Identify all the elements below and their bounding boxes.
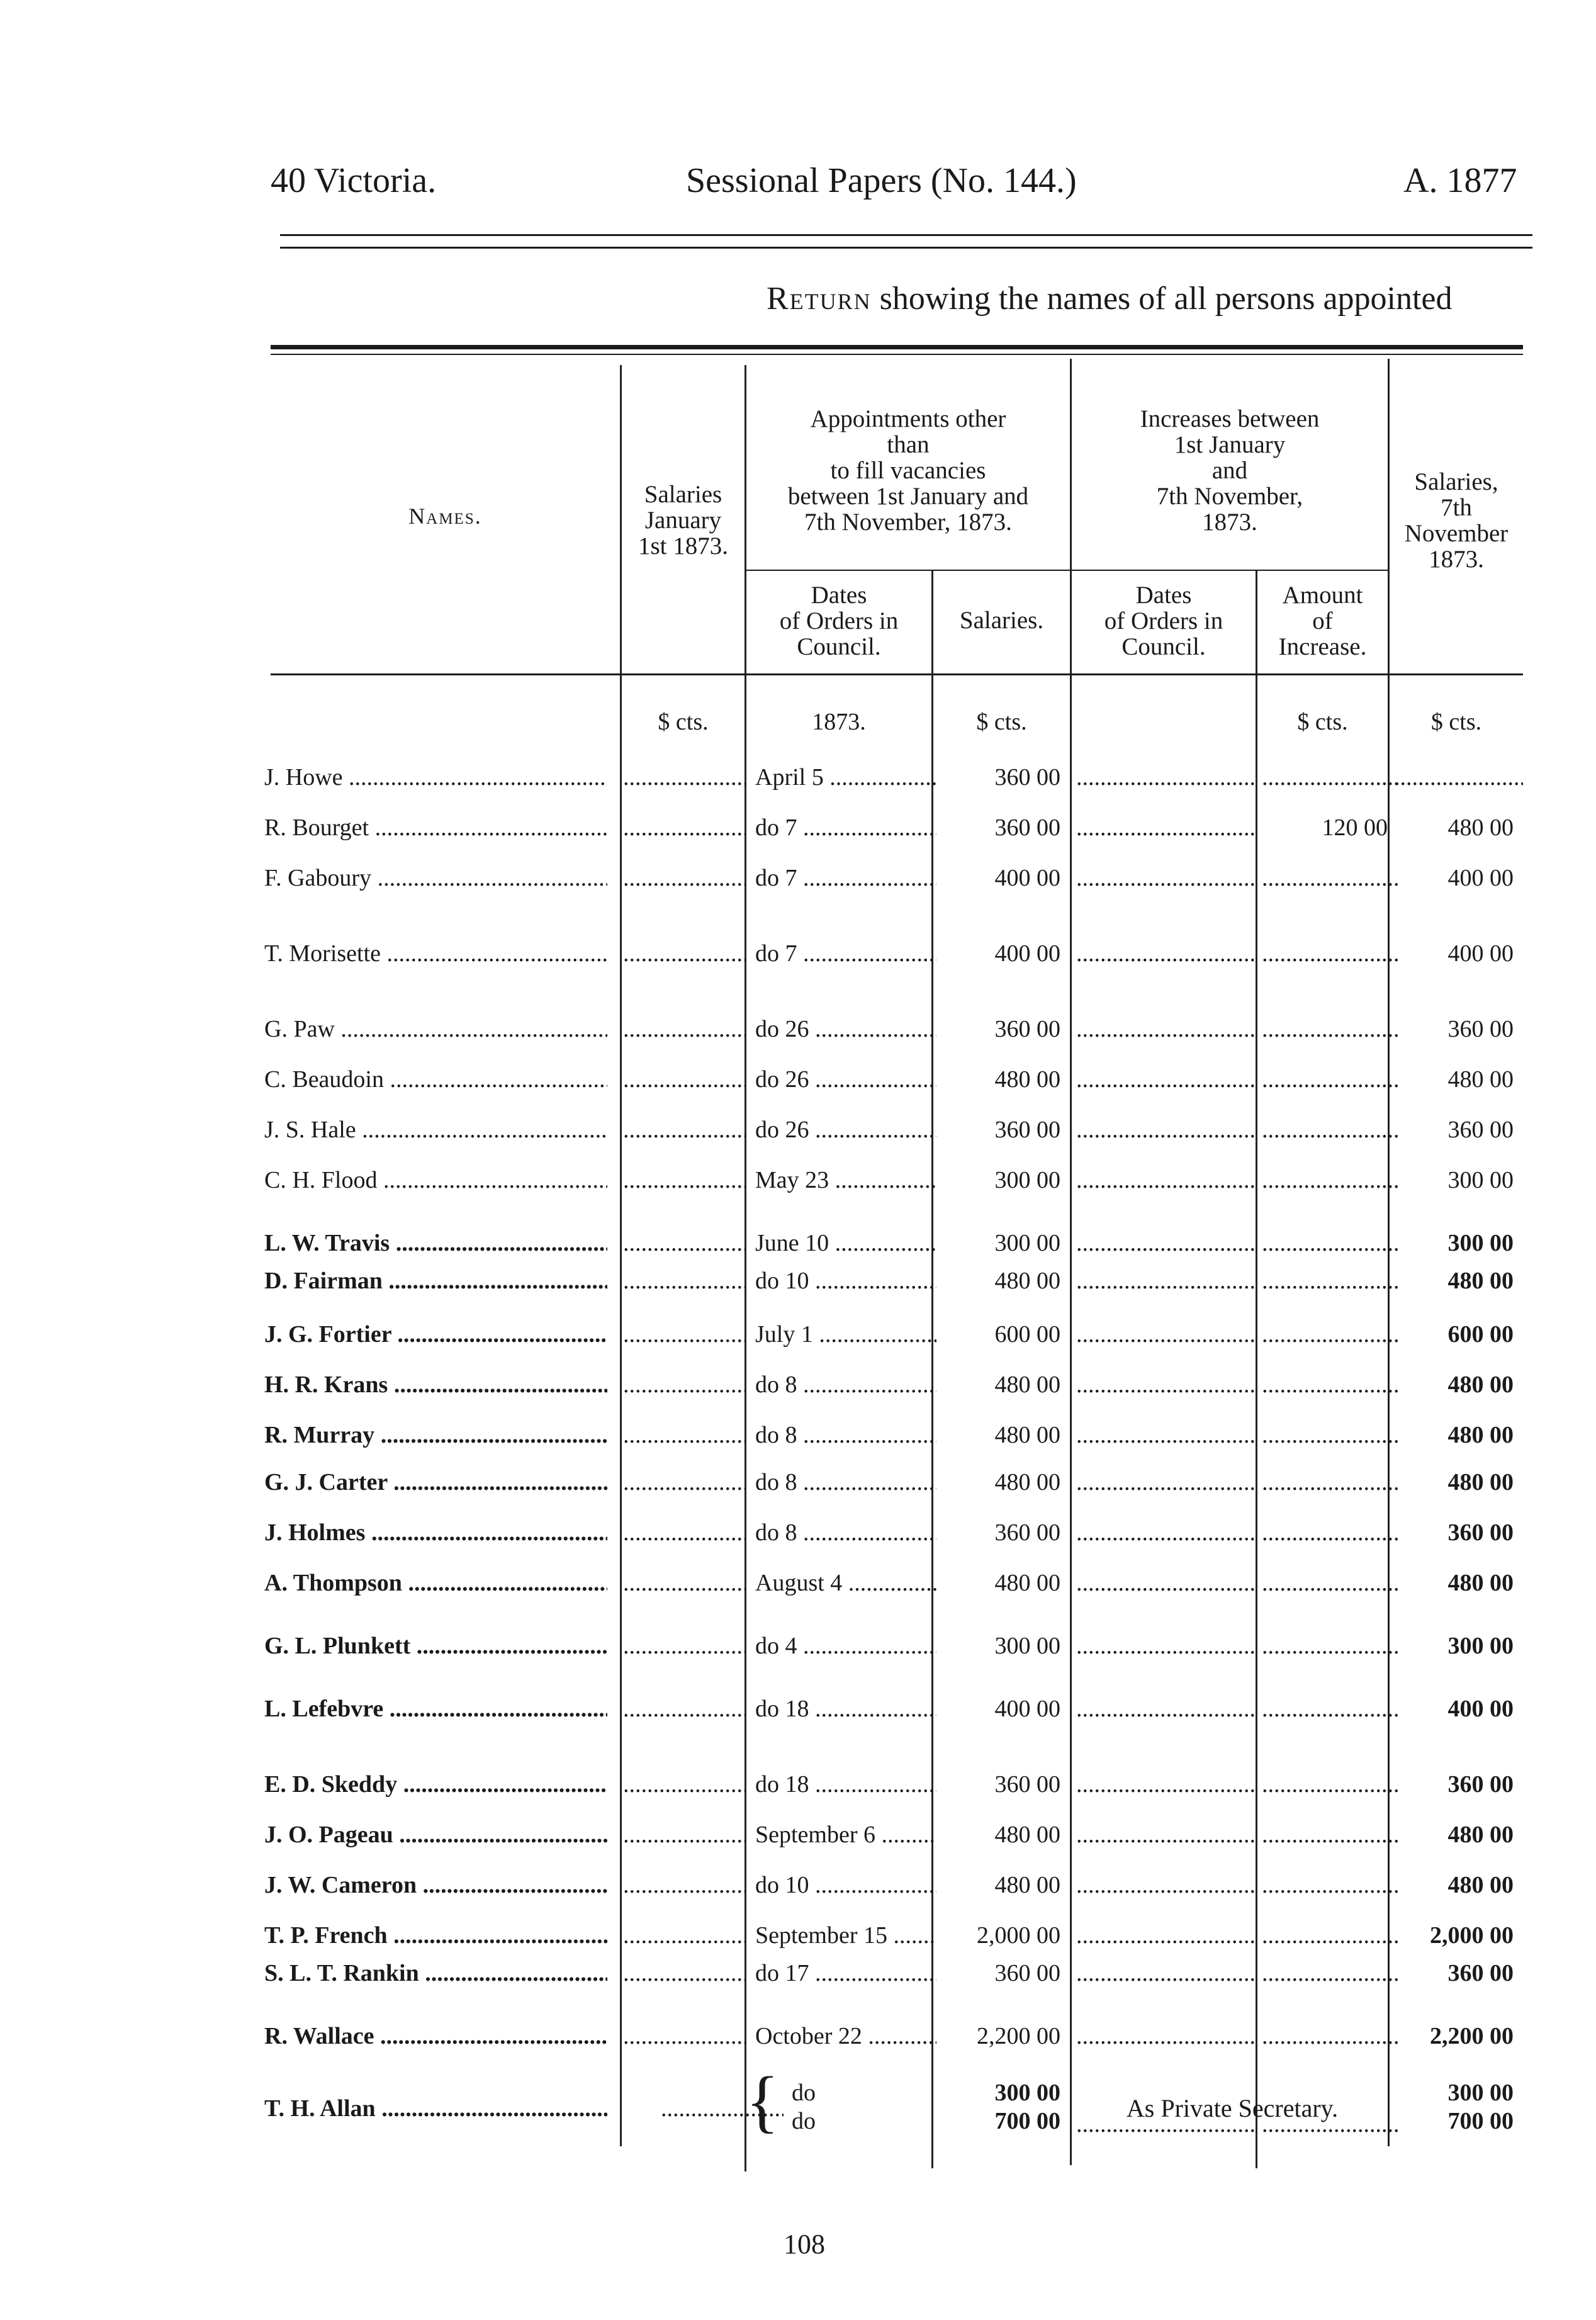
inc-amount-cell bbox=[1262, 1369, 1400, 1400]
appt-date-cell: do 18 ..... bbox=[748, 1693, 936, 1725]
header-sessional-papers: Sessional Papers (No. 144.) bbox=[686, 161, 1077, 200]
salary-jan-cell bbox=[623, 762, 746, 793]
appt-date-cell: do 7 ..... bbox=[748, 862, 936, 894]
salary-nov-cell: 360 00 bbox=[1447, 1117, 1514, 1143]
table-row bbox=[0, 1517, 1596, 1548]
salary-nov-cell: 360 00 bbox=[1447, 1771, 1514, 1798]
appt-date-cell: do 10 ..... bbox=[748, 1869, 936, 1901]
unit-sal: $ cts. bbox=[976, 709, 1027, 735]
table-row bbox=[0, 2020, 1596, 2052]
unit-jan: $ cts. bbox=[658, 709, 709, 735]
appt-date-cell: April 5 ..... bbox=[748, 762, 936, 793]
salary-jan-cell bbox=[623, 1567, 746, 1599]
appt-date-cell: May 23 ..... bbox=[748, 1164, 936, 1196]
inc-date-cell bbox=[1076, 1769, 1256, 1800]
column-header-appt-dates: Dates of Orders in Council. bbox=[779, 582, 899, 660]
table-row bbox=[0, 938, 1596, 969]
inc-amount-cell bbox=[1262, 938, 1400, 969]
salary-jan-cell bbox=[623, 1517, 746, 1548]
header-rule-bottom bbox=[280, 247, 1532, 249]
table-row bbox=[0, 1769, 1596, 1800]
table-row bbox=[0, 1819, 1596, 1850]
page-header bbox=[0, 160, 1596, 211]
inc-date-cell bbox=[1076, 1419, 1256, 1451]
appt-salary-cell: 480 00 bbox=[994, 1469, 1060, 1495]
salary-jan-cell bbox=[623, 1114, 746, 1146]
appt-date-cell: do 26 ..... bbox=[748, 1064, 936, 1095]
name-cell: G. L. Plunkett ..... bbox=[264, 1630, 607, 1662]
appt-salary-cell: 360 00 bbox=[994, 1016, 1060, 1042]
appt-date-cell: do 18 ..... bbox=[748, 1769, 936, 1800]
salary-nov-cell: 480 00 bbox=[1447, 1371, 1514, 1398]
brace-mark: { bbox=[746, 2063, 779, 2139]
inc-amount-cell: 120 00 bbox=[1322, 814, 1388, 841]
appt-date-cell-1: do bbox=[792, 2080, 816, 2106]
unit-amt: $ cts. bbox=[1297, 709, 1348, 735]
name-cell: T. Morisette ..... bbox=[264, 938, 607, 969]
inc-amount-cell bbox=[1262, 1630, 1400, 1662]
inc-amount-cell bbox=[1262, 1265, 1400, 1297]
table-row bbox=[0, 1164, 1596, 1196]
table-row bbox=[0, 1265, 1596, 1297]
salary-nov-cell: 480 00 bbox=[1447, 1872, 1514, 1898]
salary-nov-cell: 2,200 00 bbox=[1430, 2023, 1514, 2049]
appt-salary-cell: 480 00 bbox=[994, 1872, 1060, 1898]
header-rule-top bbox=[280, 234, 1532, 236]
inc-date-cell bbox=[1076, 862, 1256, 894]
appt-date-cell: do 8 ..... bbox=[748, 1467, 936, 1498]
appt-date-cell: do 26 ..... bbox=[748, 1114, 936, 1146]
column-header-inc-dates: Dates of Orders in Council. bbox=[1104, 582, 1223, 660]
name-cell: J. Holmes ..... bbox=[264, 1517, 607, 1548]
salary-jan-cell bbox=[623, 1064, 746, 1095]
salary-jan-cell bbox=[623, 812, 746, 843]
table-row bbox=[0, 862, 1596, 894]
salary-jan-cell bbox=[623, 1957, 746, 1989]
appt-date-cell-2: do bbox=[792, 2108, 816, 2134]
table-row bbox=[0, 1567, 1596, 1599]
inc-date-cell bbox=[1076, 2109, 1256, 2140]
name-cell: C. H. Flood ..... bbox=[264, 1164, 607, 1196]
appt-salary-cell: 400 00 bbox=[994, 1696, 1060, 1722]
name-cell: J. S. Hale ..... bbox=[264, 1114, 607, 1146]
table-row bbox=[0, 1064, 1596, 1095]
salary-nov-cell: 480 00 bbox=[1447, 1268, 1514, 1294]
salary-nov-cell-1: 300 00 bbox=[1447, 2080, 1514, 2106]
salary-jan-cell bbox=[623, 1693, 746, 1725]
table-row bbox=[0, 1227, 1596, 1259]
table-row bbox=[0, 1013, 1596, 1045]
salary-jan-cell bbox=[623, 1920, 746, 1951]
salary-nov-cell bbox=[1394, 762, 1523, 793]
inc-amount-cell bbox=[1262, 1467, 1400, 1498]
salary-nov-cell: 480 00 bbox=[1447, 1422, 1514, 1448]
table-row bbox=[0, 1369, 1596, 1400]
inc-date-cell bbox=[1076, 1920, 1256, 1951]
name-cell: L. W. Travis ..... bbox=[264, 1227, 607, 1259]
name-cell: E. D. Skeddy ..... bbox=[264, 1769, 607, 1800]
salary-nov-cell: 300 00 bbox=[1447, 1230, 1514, 1256]
name-cell: J. O. Pageau ..... bbox=[264, 1819, 607, 1850]
inc-amount-cell bbox=[1262, 1227, 1400, 1259]
salary-nov-cell: 360 00 bbox=[1447, 1519, 1514, 1546]
salary-jan-cell bbox=[623, 938, 746, 969]
column-header-salaries-jan: Salaries January 1st 1873. bbox=[638, 481, 728, 560]
inc-date-cell bbox=[1076, 1319, 1256, 1350]
salary-jan-cell bbox=[623, 1227, 746, 1259]
name-cell: R. Murray ..... bbox=[264, 1419, 607, 1451]
header-session: 40 Victoria. bbox=[271, 161, 437, 200]
salary-nov-cell: 400 00 bbox=[1447, 865, 1514, 891]
salary-jan-cell bbox=[623, 1819, 746, 1850]
salary-jan-cell bbox=[623, 2020, 746, 2052]
inc-date-cell bbox=[1076, 1517, 1256, 1548]
appt-date-cell: do 26 ..... bbox=[748, 1013, 936, 1045]
name-cell: A. Thompson ..... bbox=[264, 1567, 607, 1599]
inc-date-cell bbox=[1076, 1369, 1256, 1400]
table-top-rule-thin bbox=[271, 354, 1523, 355]
table-row bbox=[0, 1869, 1596, 1901]
appt-date-cell: do 8 ..... bbox=[748, 1369, 936, 1400]
appt-salary-cell: 2,200 00 bbox=[977, 2023, 1060, 2049]
salary-nov-cell: 360 00 bbox=[1447, 1960, 1514, 1986]
appt-salary-cell: 360 00 bbox=[994, 1519, 1060, 1546]
appt-salary-cell: 360 00 bbox=[994, 814, 1060, 841]
salary-jan-cell bbox=[623, 1013, 746, 1045]
inc-amount-cell bbox=[1262, 1164, 1400, 1196]
name-cell: J. G. Fortier ..... bbox=[264, 1319, 607, 1350]
name-cell: L. Lefebvre ..... bbox=[264, 1693, 607, 1725]
inc-amount-cell bbox=[1262, 2109, 1400, 2140]
inc-date-cell bbox=[1076, 1467, 1256, 1498]
salary-jan-cell bbox=[623, 1769, 746, 1800]
return-title-rest: showing the names of all persons appointed bbox=[879, 281, 1453, 317]
appt-salary-cell: 360 00 bbox=[994, 1960, 1060, 1986]
appt-salary-cell: 360 00 bbox=[994, 764, 1060, 791]
name-cell: C. Beaudoin ..... bbox=[264, 1064, 607, 1095]
appt-salary-cell: 300 00 bbox=[994, 1167, 1060, 1193]
appt-date-cell: July 1 ..... bbox=[748, 1319, 936, 1350]
appt-date-cell: October 22 ..... bbox=[748, 2020, 936, 2052]
table-top-rule-thick bbox=[271, 345, 1523, 349]
appt-date-cell: do 7 ..... bbox=[748, 938, 936, 969]
inc-amount-cell bbox=[1262, 1064, 1400, 1095]
appt-salary-cell-1: 300 00 bbox=[994, 2080, 1060, 2106]
increase-note: As Private Secretary. bbox=[1126, 2094, 1339, 2122]
table-row bbox=[0, 1630, 1596, 1662]
inc-date-cell bbox=[1076, 1567, 1256, 1599]
table-row bbox=[0, 1957, 1596, 1989]
inc-amount-cell bbox=[1262, 1920, 1400, 1951]
inc-date-cell bbox=[1076, 1013, 1256, 1045]
inc-amount-cell bbox=[1262, 762, 1400, 793]
name-cell: R. Wallace ..... bbox=[264, 2020, 607, 2052]
name-cell: G. Paw ..... bbox=[264, 1013, 607, 1045]
return-title-lead: Return bbox=[767, 281, 872, 317]
salary-nov-cell: 300 00 bbox=[1447, 1633, 1514, 1659]
inc-amount-cell bbox=[1262, 1769, 1400, 1800]
table-row bbox=[0, 1114, 1596, 1146]
inc-date-cell bbox=[1076, 1265, 1256, 1297]
column-header-names: Names. bbox=[408, 504, 482, 529]
name-cell: S. L. T. Rankin ..... bbox=[264, 1957, 607, 1989]
appt-date-cell: do 10 ..... bbox=[748, 1265, 936, 1297]
inc-date-cell bbox=[1076, 1693, 1256, 1725]
header-subdivision-rule bbox=[745, 570, 1388, 571]
inc-amount-cell bbox=[1262, 1819, 1400, 1850]
inc-amount-cell bbox=[1262, 2020, 1400, 2052]
table-row bbox=[0, 1419, 1596, 1451]
appt-salary-cell: 480 00 bbox=[994, 1570, 1060, 1596]
appt-salary-cell: 300 00 bbox=[994, 1633, 1060, 1659]
inc-date-cell bbox=[1076, 1630, 1256, 1662]
header-year: A. 1877 bbox=[1403, 161, 1517, 200]
appt-date-cell: September 15 ..... bbox=[748, 1920, 936, 1951]
appt-date-cell: do 7 ..... bbox=[748, 812, 936, 843]
column-header-appt-salaries: Salaries. bbox=[959, 607, 1044, 634]
inc-amount-cell bbox=[1262, 1957, 1400, 1989]
table-row bbox=[0, 762, 1596, 793]
appt-date-cell: August 4 ..... bbox=[748, 1567, 936, 1599]
appt-date-cell: September 6 ..... bbox=[748, 1819, 936, 1850]
table-row bbox=[0, 1920, 1596, 1951]
appt-salary-cell: 360 00 bbox=[994, 1117, 1060, 1143]
inc-date-cell bbox=[1076, 938, 1256, 969]
appt-salary-cell: 600 00 bbox=[994, 1321, 1060, 1348]
page-number: 108 bbox=[784, 2229, 825, 2260]
appt-salary-cell: 480 00 bbox=[994, 1371, 1060, 1398]
inc-date-cell bbox=[1076, 1114, 1256, 1146]
inc-date-cell bbox=[1076, 1869, 1256, 1901]
appt-salary-cell: 480 00 bbox=[994, 1066, 1060, 1093]
appt-salary-cell: 360 00 bbox=[994, 1771, 1060, 1798]
salary-nov-cell: 400 00 bbox=[1447, 940, 1514, 967]
name-cell: R. Bourget ..... bbox=[264, 812, 607, 843]
appt-salary-cell: 400 00 bbox=[994, 940, 1060, 967]
inc-amount-cell bbox=[1262, 1869, 1400, 1901]
appt-salary-cell: 480 00 bbox=[994, 1822, 1060, 1848]
inc-date-cell bbox=[1076, 1957, 1256, 1989]
return-title bbox=[767, 280, 1453, 317]
appt-date-cell: do 8 ..... bbox=[748, 1517, 936, 1548]
salary-nov-cell: 480 00 bbox=[1447, 814, 1514, 841]
inc-amount-cell bbox=[1262, 1517, 1400, 1548]
name-cell: J. W. Cameron ..... bbox=[264, 1869, 607, 1901]
inc-date-cell bbox=[1076, 812, 1256, 843]
inc-amount-cell bbox=[1262, 1319, 1400, 1350]
salary-nov-cell: 480 00 bbox=[1447, 1469, 1514, 1495]
inc-date-cell bbox=[1076, 1227, 1256, 1259]
salary-jan-cell bbox=[623, 1369, 746, 1400]
column-header-salaries-nov: Salaries, 7th November 1873. bbox=[1404, 468, 1509, 573]
inc-date-cell bbox=[1076, 762, 1256, 793]
inc-amount-cell bbox=[1262, 1013, 1400, 1045]
inc-amount-cell bbox=[1262, 1114, 1400, 1146]
salary-nov-cell: 480 00 bbox=[1447, 1066, 1514, 1093]
unit-nov: $ cts. bbox=[1430, 709, 1482, 735]
column-header-appointments: Appointments other than to fill vacancies between 1st January and 7th November, 1873. bbox=[787, 405, 1029, 536]
salary-jan-cell bbox=[623, 1419, 746, 1451]
salary-jan-cell bbox=[623, 1869, 746, 1901]
inc-amount-cell bbox=[1262, 1567, 1400, 1599]
column-header-increases: Increases between 1st January and 7th November, 1873. bbox=[1140, 405, 1320, 536]
name-cell: H. R. Krans ..... bbox=[264, 1369, 607, 1400]
appt-salary-cell: 480 00 bbox=[994, 1268, 1060, 1294]
name-cell: T. P. French ..... bbox=[264, 1920, 607, 1951]
name-cell: J. Howe ..... bbox=[264, 762, 607, 793]
inc-amount-cell bbox=[1262, 862, 1400, 894]
appt-salary-cell-2: 700 00 bbox=[994, 2108, 1060, 2134]
name-cell: T. H. Allan ..... bbox=[264, 2093, 607, 2124]
inc-amount-cell bbox=[1262, 1693, 1400, 1725]
salary-jan-cell bbox=[623, 1630, 746, 1662]
name-cell: F. Gaboury ..... bbox=[264, 862, 607, 894]
name-cell: D. Fairman ..... bbox=[264, 1265, 607, 1297]
inc-date-cell bbox=[1076, 1819, 1256, 1850]
salary-jan-cell bbox=[623, 862, 746, 894]
appt-salary-cell: 2,000 00 bbox=[977, 1922, 1060, 1949]
salary-nov-cell: 480 00 bbox=[1447, 1570, 1514, 1596]
appt-date-cell: June 10 ..... bbox=[748, 1227, 936, 1259]
appt-date-cell: do 4 ..... bbox=[748, 1630, 936, 1662]
salary-jan-cell bbox=[623, 1164, 746, 1196]
header-bottom-rule bbox=[271, 673, 1523, 675]
appt-salary-cell: 300 00 bbox=[994, 1230, 1060, 1256]
salary-nov-cell: 480 00 bbox=[1447, 1822, 1514, 1848]
table-row bbox=[0, 1693, 1596, 1725]
salary-jan-cell bbox=[623, 1467, 746, 1498]
salary-nov-cell: 600 00 bbox=[1447, 1321, 1514, 1348]
table-row bbox=[0, 812, 1596, 843]
inc-date-cell bbox=[1076, 2020, 1256, 2052]
table-row bbox=[0, 1467, 1596, 1498]
inc-amount-cell bbox=[1262, 1419, 1400, 1451]
unit-date-year: 1873. bbox=[812, 709, 866, 735]
name-cell: G. J. Carter ..... bbox=[264, 1467, 607, 1498]
salary-nov-cell: 400 00 bbox=[1447, 1696, 1514, 1722]
salary-nov-cell: 360 00 bbox=[1447, 1016, 1514, 1042]
salary-jan-cell bbox=[623, 1265, 746, 1297]
salary-nov-cell-2: 700 00 bbox=[1447, 2108, 1514, 2134]
appt-salary-cell: 480 00 bbox=[994, 1422, 1060, 1448]
appt-date-cell: do 17 ..... bbox=[748, 1957, 936, 1989]
salary-nov-cell: 2,000 00 bbox=[1430, 1922, 1514, 1949]
salary-nov-cell: 300 00 bbox=[1447, 1167, 1514, 1193]
table-row bbox=[0, 1319, 1596, 1350]
column-header-inc-amount: Amount of Increase. bbox=[1278, 582, 1367, 660]
salary-jan-cell bbox=[623, 1319, 746, 1350]
appt-date-cell: do 8 ..... bbox=[748, 1419, 936, 1451]
appt-salary-cell: 400 00 bbox=[994, 865, 1060, 891]
inc-date-cell bbox=[1076, 1064, 1256, 1095]
inc-date-cell bbox=[1076, 1164, 1256, 1196]
